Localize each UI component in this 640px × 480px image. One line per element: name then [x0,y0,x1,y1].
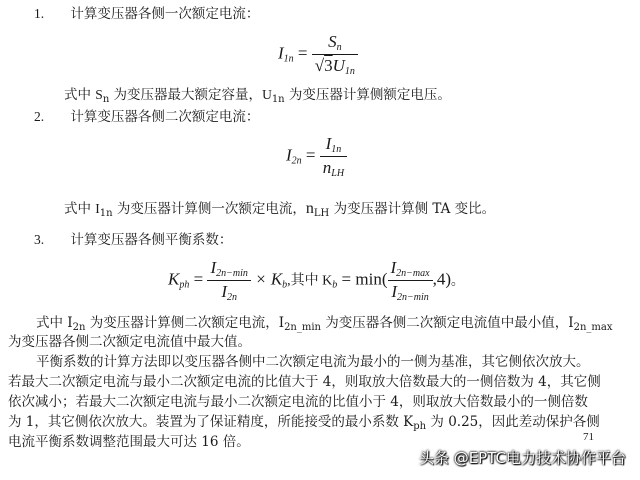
page-number: 71 [583,431,594,443]
para2-line3: 依次减小；若最大二次额定电流与最小二次额定电流的比值小于 4，则取放大倍数最小的一侧倍数 [8,394,588,410]
para2-line2: 若最大二次额定电流与最小二次额定电流的比值大于 4，则取放大倍数最大的一侧倍数为 4，其它侧 [8,374,601,390]
item1-note: 式中 $S_n$ 为变压器最大额定容量，$U_{1n}$ 为变压器计算侧额定电压。 [64,87,451,105]
item1-heading [34,5,259,23]
item3-heading [34,231,232,249]
item2-number: 2. [34,109,45,124]
para2-line1: 平衡系数的计算方法即以变压器各侧中二次额定电流为最小的一侧为基准，其它侧依次放大。 [36,354,590,370]
item2-formula: $I_{2n}$ = $\frac{I_{1n}}{n_{LH}}$ [286,134,347,179]
watermark: 头条 @EPTC电力技术协作平台 [418,449,626,467]
item3-number: 3. [34,232,45,247]
para1-line1: 式中 $I_{2n}$ 为变压器计算侧二次额定电流，$I_{2n\_min}$ 为变压器各侧二次额定电流值中最小值，$I_{2n\_max}$ [36,315,613,333]
item3-title: 计算变压器各侧平衡系数： [70,232,233,248]
para2-line4: 为 1，其它侧依次放大。装置为了保证精度，所能接受的最小系数 $K_{ph}$ 为 0.25，因此差动保护各侧 [8,414,600,432]
para1-line2: 为变压器各侧二次额定电流值中最大值。 [8,334,251,350]
item3-formula: $K_{ph}$ = $\frac{I_{2n-min}}{I_{2n}}$ × $K_b$,其中 $K_b = \min$( $\frac{I_{2n-max}}{I_{2n-min}}$ ,4)。 [168,258,465,303]
para2-line5: 电流平衡系数调整范围最大可达 16 倍。 [8,434,250,450]
item2-heading [34,108,259,126]
item2-note: 式中 $I_{1n}$ 为变压器计算侧一次额定电流，$n_{LH}$ 为变压器计算侧 TA 变比。 [64,200,496,219]
item1-formula: $I_{1n}$ = $\frac{S_n}{√3U_{1n}}$ [278,32,358,77]
item1-title: 计算变压器各侧一次额定电流： [70,6,260,22]
item2-title: 计算变压器各侧二次额定电流： [70,109,260,125]
item1-number: 1. [34,6,45,21]
